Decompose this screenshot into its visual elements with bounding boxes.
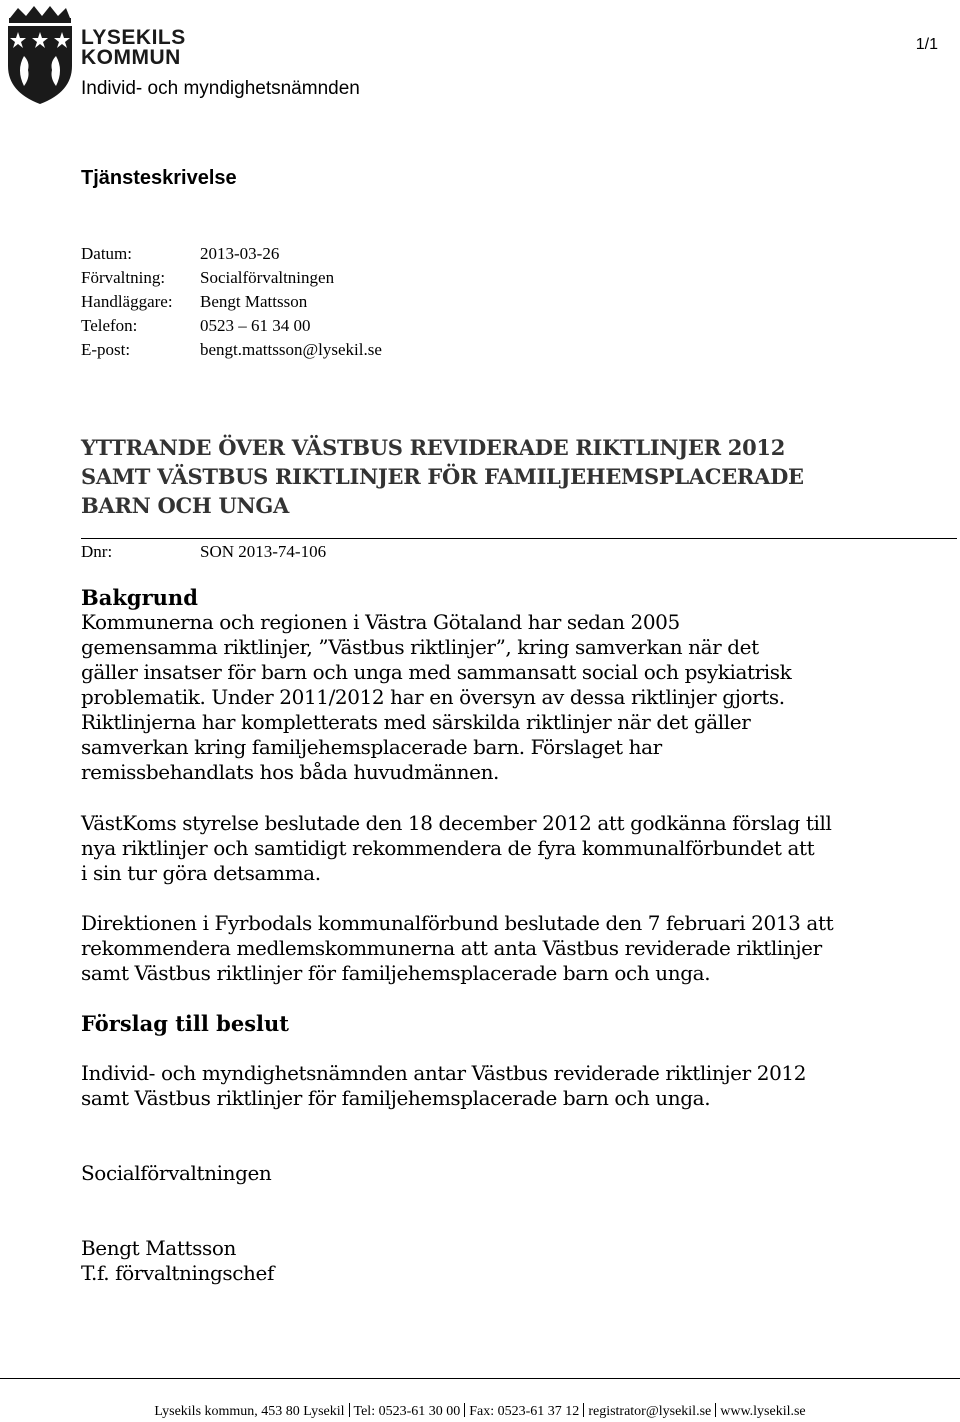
meta-label: Förvaltning: <box>81 268 166 287</box>
text-line: remissbehandlats hos båda huvudmännen. <box>81 760 500 784</box>
logo-line-1: LYSEKILS <box>81 26 186 49</box>
text-line: samt Västbus riktlinjer för familjehemsplacerade barn och unga. <box>81 961 711 985</box>
dnr-label: Dnr: <box>81 542 113 561</box>
paragraph-vastkom <box>81 811 941 886</box>
coat-of-arms-icon <box>4 4 76 104</box>
page-number: 1/1 <box>915 36 938 53</box>
meta-value: bengt.mattsson@lysekil.se <box>200 340 382 359</box>
meta-row-email <box>81 338 382 362</box>
footer <box>0 1403 960 1420</box>
meta-label: Telefon: <box>81 316 138 335</box>
meta-row-date <box>81 242 382 266</box>
meta-row-phone <box>81 314 382 338</box>
text-line: rekommendera medlemskommunerna att anta Västbus reviderade riktlinjer <box>81 936 822 960</box>
signature-organization <box>81 1161 941 1186</box>
document-title <box>81 433 941 520</box>
document-metadata <box>81 242 382 362</box>
text-line: samverkan kring familjehemsplacerade barn. Förslaget har <box>81 735 662 759</box>
meta-label: Datum: <box>81 244 132 263</box>
title-line: SAMT VÄSTBUS RIKTLINJER FÖR FAMILJEHEMSPLACERADE <box>81 464 804 489</box>
footer-fax: Fax: 0523-61 37 12 <box>469 1404 580 1419</box>
text-line: gemensamma riktlinjer, ”Västbus riktlinjer”, kring samverkan när det <box>81 635 759 659</box>
signature-block <box>81 1236 941 1286</box>
heading-proposal: Förslag till beslut <box>81 1011 289 1036</box>
footer-email-link[interactable]: registrator@lysekil.se <box>588 1404 712 1419</box>
title-line: BARN OCH UNGA <box>81 493 289 518</box>
text-line: i sin tur göra detsamma. <box>81 861 321 885</box>
meta-row-handler <box>81 290 382 314</box>
document-type: Tjänsteskrivelse <box>81 167 237 189</box>
title-line: YTTRANDE ÖVER VÄSTBUS REVIDERADE RIKTLINJER 2012 <box>81 435 785 460</box>
text-line: Individ- och myndighetsnämnden antar Västbus reviderade riktlinjer 2012 <box>81 1061 807 1085</box>
meta-value: Socialförvaltningen <box>200 268 335 287</box>
text-line: gäller insatser för barn och unga med sammansatt social och psykiatrisk <box>81 660 792 684</box>
footer-address: Lysekils kommun, 453 80 Lysekil <box>154 1404 345 1419</box>
text-line: Socialförvaltningen <box>81 1161 272 1185</box>
meta-label: Handläggare: <box>81 292 173 311</box>
logo-wordmark <box>81 28 186 68</box>
signature-name: Bengt Mattsson <box>81 1236 236 1260</box>
paragraph-background <box>81 610 941 785</box>
meta-row-department <box>81 266 382 290</box>
meta-value: 0523 – 61 34 00 <box>200 316 311 335</box>
text-line: problematik. Under 2011/2012 har en översyn av dessa riktlinjer gjorts. <box>81 685 785 709</box>
text-line: nya riktlinjer och samtidigt rekommendera de fyra kommunalförbundet att <box>81 836 815 860</box>
title-divider <box>81 538 957 539</box>
text-line: Kommunerna och regionen i Västra Götaland har sedan 2005 <box>81 610 680 634</box>
meta-label: E-post: <box>81 340 131 359</box>
dnr-value: SON 2013-74-106 <box>200 542 327 561</box>
department-name: Individ- och myndighetsnämnden <box>81 78 360 99</box>
text-line: samt Västbus riktlinjer för familjehemsplacerade barn och unga. <box>81 1086 711 1110</box>
diary-number <box>81 540 326 564</box>
footer-website-link[interactable]: www.lysekil.se <box>720 1404 806 1419</box>
signature-role: T.f. förvaltningschef <box>81 1261 274 1285</box>
footer-phone: Tel: 0523-61 30 00 <box>353 1404 461 1419</box>
heading-background: Bakgrund <box>81 585 198 610</box>
text-line: Riktlinjerna har kompletterats med särskilda riktlinjer när det gäller <box>81 710 751 734</box>
text-line: VästKoms styrelse beslutade den 18 december 2012 att godkänna förslag till <box>81 811 832 835</box>
text-line: Direktionen i Fyrbodals kommunalförbund beslutade den 7 februari 2013 att <box>81 911 834 935</box>
paragraph-fyrbodal <box>81 911 941 986</box>
meta-value: 2013-03-26 <box>200 244 280 263</box>
paragraph-proposal <box>81 1061 941 1111</box>
logo-line-2: KOMMUN <box>81 46 181 69</box>
meta-value: Bengt Mattsson <box>200 292 308 311</box>
footer-divider <box>0 1378 960 1379</box>
